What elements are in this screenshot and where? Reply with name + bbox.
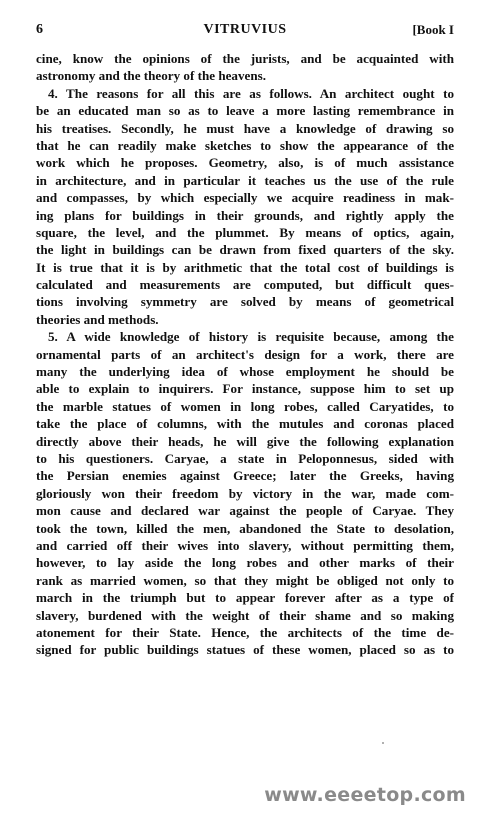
text-line: atonement for their State. Hence, the architects of the time de- xyxy=(36,624,454,640)
text-line: directly above their heads, he will give the following explanation xyxy=(36,433,454,449)
text-line: ing plans for buildings in their grounds, and rightly apply the xyxy=(36,207,454,223)
paragraph-start-line: 5. A wide knowledge of history is requisite because, among the xyxy=(48,329,454,345)
text-line: march in the triumph but to appear forever after as a type of xyxy=(36,590,454,606)
text-line: and carried off their wives into slavery, without permitting them, xyxy=(36,537,454,553)
paragraph-start-line: 4. The reasons for all this are as follows. An architect ought to xyxy=(48,85,454,101)
text-line: rank as married women, so that they might be obliged not only to xyxy=(36,572,454,588)
text-line: calculated and measurements are computed, but difficult ques- xyxy=(36,277,454,293)
text-line: ornamental parts of an architect's design for a work, there are xyxy=(36,346,454,362)
text-line: took the town, killed the men, abandoned the State to desolation, xyxy=(36,520,454,536)
text-line: cine, know the opinions of the jurists, and be acquainted with xyxy=(36,51,454,66)
text-line: astronomy and the theory of the heavens. xyxy=(36,68,266,84)
text-line: signed for public buildings statues of these women, placed so as to xyxy=(36,642,454,658)
text-line: the marble statues of women in long robes, called Caryatides, to xyxy=(36,398,454,414)
text-line: tions involving symmetry are solved by means of geometrical xyxy=(36,294,454,310)
text-line: square, the level, and the plummet. By means of optics, again, xyxy=(36,224,454,240)
text-line: the Persian enemies against Greece; later the Greeks, having xyxy=(36,468,454,484)
page-number: 6 xyxy=(36,22,43,37)
text-line: be an educated man so as to leave a more lasting remembrance in xyxy=(36,103,454,119)
text-line: mon cause and declared war against the people of Caryae. They xyxy=(36,503,454,519)
text-line: in architecture, and in particular it teaches us the use of the rule xyxy=(36,172,454,188)
text-line: work which he proposes. Geometry, also, is of much assistance xyxy=(36,155,454,171)
watermark: www.eeeetop.com xyxy=(264,784,466,806)
text-line: the light in buildings can be drawn from fixed quarters of the sky. xyxy=(36,242,454,258)
text-line: gloriously won their freedom by victory in the war, made com- xyxy=(36,485,454,501)
text-line: that he can readily make sketches to show the appearance of the xyxy=(36,137,454,153)
running-header xyxy=(36,22,454,42)
book-label: [Book I xyxy=(412,22,454,37)
print-speck xyxy=(382,742,384,744)
text-line: It is true that it is by arithmetic that the total cost of buildings is xyxy=(36,259,454,275)
text-line: however, to lay aside the long robes and other marks of their xyxy=(36,555,454,571)
body-text xyxy=(36,50,454,659)
text-line: to his questioners. Caryae, a state in Peloponnesus, sided with xyxy=(36,450,454,466)
text-line: his treatises. Secondly, he must have a knowledge of drawing so xyxy=(36,120,454,136)
text-line: take the place of columns, with the mutules and coronas placed xyxy=(36,416,454,432)
running-title: VITRUVIUS xyxy=(203,22,287,37)
text-line: and compasses, by which especially we acquire readiness in mak- xyxy=(36,190,454,206)
text-line: many the underlying idea of whose employment he should be xyxy=(36,364,454,380)
text-line: able to explain to inquirers. For instance, suppose him to set up xyxy=(36,381,454,397)
text-line: theories and methods. xyxy=(36,311,159,327)
text-line: slavery, burdened with the weight of their shame and so making xyxy=(36,607,454,623)
